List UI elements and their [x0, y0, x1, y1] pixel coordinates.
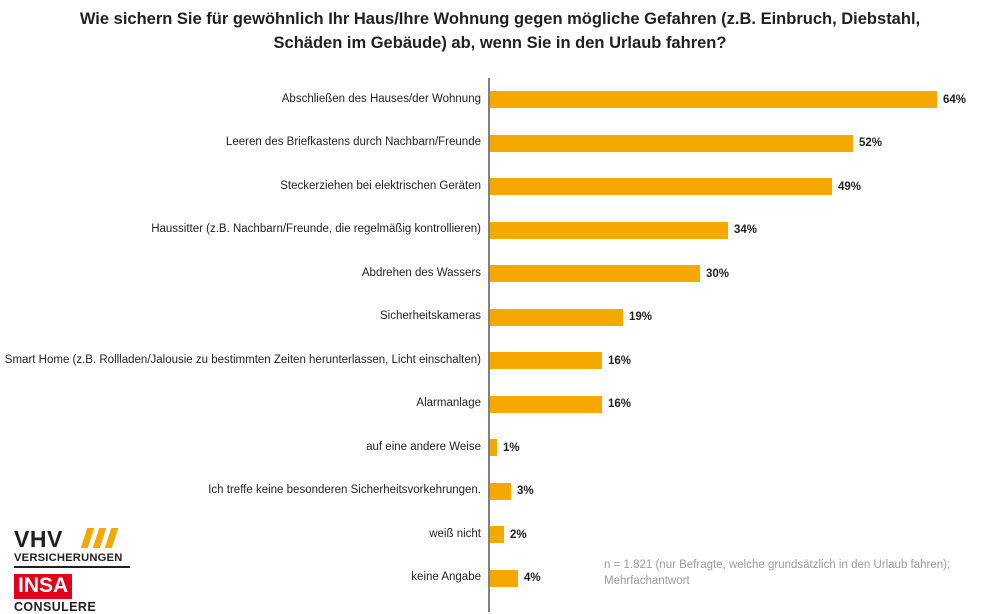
footnote-line-1: n = 1.821 (nur Befragte, welche grundsätzlich in den Urlaub fahren);	[604, 559, 951, 571]
insa-logo-subtitle: CONSULERE	[14, 600, 97, 614]
category-label: Abschließen des Hauses/der Wohnung	[281, 92, 481, 105]
vhv-logo-wordmark: VHV	[14, 526, 63, 552]
insa-logo-wordmark: INSA	[18, 574, 69, 597]
page-title: Wie sichern Sie für gewöhnlich Ihr Haus/Ihre Wohnung gegen mögliche Gefahren (z.B. Einbruch, Diebstahl, Schäden im Gebäude) ab, wenn Sie in den Urlaub fahren?	[79, 10, 921, 52]
category-label: keine Angabe	[411, 571, 481, 584]
bar-group	[490, 165, 861, 209]
insa-logo-badge	[14, 574, 72, 599]
chart-row	[0, 122, 1000, 166]
bar-value-label: 34%	[734, 224, 758, 237]
bar-group	[490, 557, 541, 601]
category-label: Leeren des Briefkastens durch Nachbarn/Freunde	[225, 136, 481, 149]
category-label: Smart Home (z.B. Rollladen/Jalousie zu bestimmten Zeiten herunterlassen, Licht einschalten)	[4, 353, 481, 366]
category-label: Haussitter (z.B. Nachbarn/Freunde, die regelmäßig kontrollieren)	[151, 223, 481, 236]
chart-row	[0, 78, 1000, 122]
insa-logo	[14, 574, 164, 614]
bar	[490, 135, 853, 152]
bar-value-label: 30%	[706, 267, 730, 280]
bar	[490, 309, 623, 326]
bar-value-label: 4%	[524, 572, 541, 585]
chart-row	[0, 383, 1000, 427]
bar-value-label: 64%	[943, 93, 967, 106]
bar-value-label: 16%	[608, 354, 632, 367]
category-label: auf eine andere Weise	[366, 440, 481, 453]
bar	[490, 570, 518, 587]
category-label: Alarmanlage	[416, 397, 481, 410]
vhv-slashes-icon	[84, 528, 130, 548]
bar	[490, 483, 511, 500]
chart-row	[0, 470, 1000, 514]
vhv-logo	[14, 528, 146, 568]
category-label: weiß nicht	[429, 527, 481, 540]
bar-group	[490, 122, 882, 166]
logo-block	[14, 528, 194, 614]
bar	[490, 526, 504, 543]
bar-value-label: 1%	[503, 441, 520, 454]
bar-value-label: 2%	[510, 528, 527, 541]
bar-value-label: 16%	[608, 398, 632, 411]
footnote-line-2: Mehrfachantwort	[604, 574, 690, 587]
bar-group	[490, 426, 520, 470]
bar-value-label: 49%	[838, 180, 862, 193]
category-label: Sicherheitskameras	[380, 310, 481, 323]
bar	[490, 352, 602, 369]
bar	[490, 222, 728, 239]
bar-group	[490, 513, 527, 557]
chart-row	[0, 252, 1000, 296]
bar-value-label: 52%	[859, 137, 883, 150]
chart-row	[0, 296, 1000, 340]
vhv-logo-rule	[14, 566, 130, 568]
chart-footnote	[604, 558, 994, 589]
bar	[490, 178, 832, 195]
bar-group	[490, 78, 966, 122]
bar	[490, 439, 497, 456]
chart-row	[0, 209, 1000, 253]
bar-group	[490, 296, 652, 340]
category-label: Ich treffe keine besonderen Sicherheitsvorkehrungen.	[208, 484, 481, 497]
bar-value-label: 3%	[517, 485, 534, 498]
chart-row	[0, 165, 1000, 209]
bar-group	[490, 339, 631, 383]
bar-group	[490, 383, 631, 427]
chart-row	[0, 339, 1000, 383]
bar	[490, 396, 602, 413]
bar-group	[490, 209, 757, 253]
bar-value-label: 19%	[629, 311, 653, 324]
bar	[490, 265, 700, 282]
category-label: Abdrehen des Wassers	[361, 266, 481, 279]
bar	[490, 91, 937, 108]
bar-group	[490, 252, 729, 296]
vhv-logo-subtitle: VERSICHERUNGEN	[14, 552, 123, 564]
bar-group	[490, 470, 534, 514]
category-label: Steckerziehen bei elektrischen Geräten	[280, 179, 481, 192]
chart-row	[0, 426, 1000, 470]
